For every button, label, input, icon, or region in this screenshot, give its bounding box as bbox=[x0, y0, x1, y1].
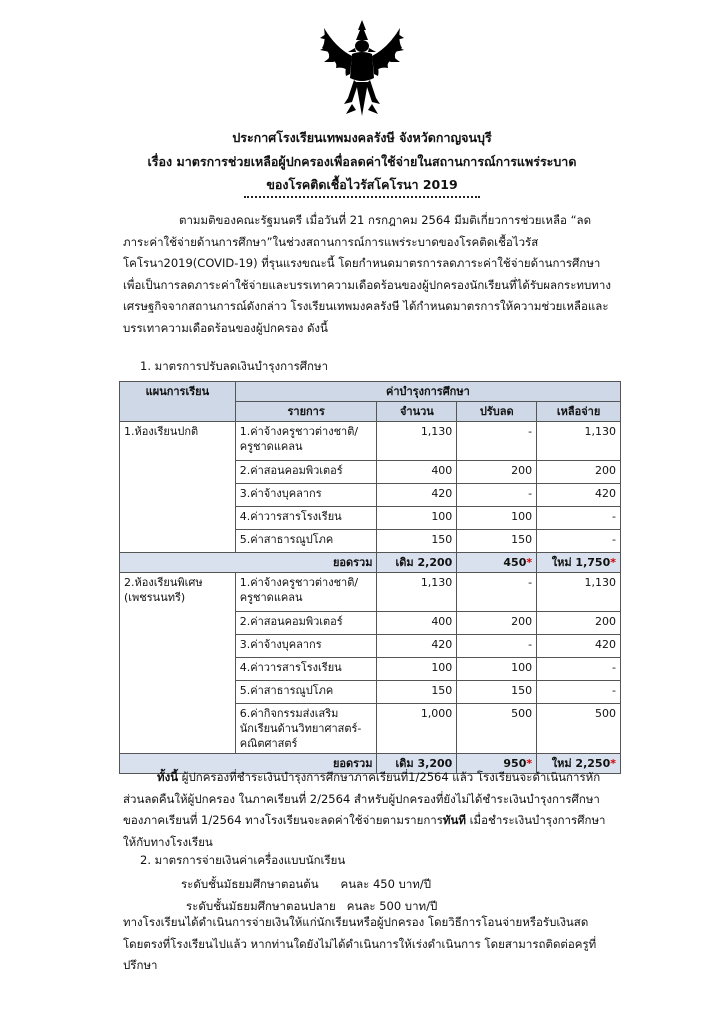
note-lead: ทั้งนี้ bbox=[157, 770, 179, 784]
announcement-subject: เรื่อง มาตรการช่วยเหลือผู้ปกครองเพื่อลดค่าใช้จ่ายในสถานการณ์การแพร่ระบาด bbox=[147, 154, 577, 169]
amount-cell: 150 bbox=[377, 681, 457, 704]
total-amount: เดิม 3,200 bbox=[377, 754, 457, 774]
table-row bbox=[120, 573, 621, 612]
total-remaining-cell bbox=[537, 553, 621, 573]
amount-cell: 400 bbox=[377, 612, 457, 635]
table-row bbox=[120, 422, 621, 461]
total-amount: เดิม 2,200 bbox=[377, 553, 457, 573]
amount-cell: 100 bbox=[377, 658, 457, 681]
total-label: ยอดรวม bbox=[120, 754, 377, 774]
remaining-cell: 420 bbox=[537, 484, 621, 507]
program-cell: 1.ห้องเรียนปกติ bbox=[120, 422, 236, 553]
amount-cell: 100 bbox=[377, 507, 457, 530]
item-cell: 5.ค่าสาธารณูปโภค bbox=[235, 681, 377, 704]
header-program: แผนการเรียน bbox=[120, 382, 236, 422]
discount-cell: - bbox=[457, 484, 537, 507]
intro-text: ตามมติของคณะรัฐมนตรี เมื่อวันที่ 21 กรกฎาคม 2564 มีมติเกี่ยวการช่วยเหลือ “ลดภาระค่าใช้จ่ายด้านการศึกษา”ในช่วงสถานการณ์การแพร่ระบาดของโรคติดเชื้อไวรัสโคโรนา2019(COVID-19) ที่รุนแรงขณะนี้ โดยกำหนดมาตรการลดภาระค่าใช้จ่ายด้านการศึกษา เพื่อเป็นการลดภาระค่าใช้จ่ายและบรรเทาความเดือดร้อนของผู้ปกครองนักเรียนที่ได้รับผลกระทบทางเศรษฐกิจจากสถานการณ์ดังกล่าว โรงเรียนเทพมงคลรังษี ได้กำหนดมาตรการให้ความช่วยเหลือและบรรเทาความเดือดร้อนของผู้ปกครอง ดังนี้ bbox=[123, 213, 611, 335]
remaining-cell: 500 bbox=[537, 704, 621, 754]
remaining-cell: 200 bbox=[537, 461, 621, 484]
amount-cell: 1,130 bbox=[377, 573, 457, 612]
remaining-cell: 200 bbox=[537, 612, 621, 635]
asterisk-mark: * bbox=[526, 556, 533, 569]
uniform-level: ระดับชั้นมัธยมศึกษาตอนต้น bbox=[181, 877, 319, 891]
amount-cell: 1,130 bbox=[377, 422, 457, 461]
item-cell: 5.ค่าสาธารณูปโภค bbox=[235, 530, 377, 553]
discount-cell: 200 bbox=[457, 612, 537, 635]
remaining-cell: - bbox=[537, 658, 621, 681]
header-fee-group: ค่าบำรุงการศึกษา bbox=[235, 382, 620, 402]
header-item: รายการ bbox=[235, 402, 377, 422]
item-cell: 4.ค่าวารสารโรงเรียน bbox=[235, 658, 377, 681]
discount-cell: - bbox=[457, 422, 537, 461]
total-discount: 450 bbox=[503, 556, 527, 569]
header-discount: ปรับลด bbox=[457, 402, 537, 422]
note-tail: เมื่อชำระเงินบำรุงการศึกษาให้กับทางโรงเรียน bbox=[123, 813, 606, 849]
note-bold: ทันที bbox=[442, 813, 466, 827]
intro-paragraph bbox=[123, 210, 613, 339]
uniform-amount: คนละ 450 บาท/ปี bbox=[340, 877, 432, 891]
discount-cell: 100 bbox=[457, 507, 537, 530]
remaining-cell: 1,130 bbox=[537, 573, 621, 612]
remaining-cell: 1,130 bbox=[537, 422, 621, 461]
item-cell: 3.ค่าจ้างบุคลากร bbox=[235, 635, 377, 658]
announcement-title: ประกาศโรงเรียนเทพมงคลรังษี จังหวัดกาญจนบุรี bbox=[232, 130, 492, 145]
amount-cell: 1,000 bbox=[377, 704, 457, 754]
closing-paragraph: ทางโรงเรียนได้ดำเนินการจ่ายเงินให้แก่นักเรียนหรือผู้ปกครอง โดยวิธีการโอนจ่ายหรือรับเงินสดโดยตรงที่โรงเรียนไปแล้ว หากท่านใดยังไม่ได้ดำเนินการให้เร่งดำเนินการ โดยสามารถติดต่อครูที่ปรึกษา bbox=[123, 915, 597, 972]
total-discount-cell bbox=[457, 553, 537, 573]
total-label: ยอดรวม bbox=[120, 553, 377, 573]
note-paragraph bbox=[123, 767, 613, 853]
item-cell: 3.ค่าจ้างบุคลากร bbox=[235, 484, 377, 507]
item-cell: 1.ค่าจ้างครูชาวต่างชาติ/ ครูชาดแคลน bbox=[235, 573, 377, 612]
remaining-cell: - bbox=[537, 530, 621, 553]
total-remaining: ใหม่ 2,250 bbox=[551, 757, 611, 770]
discount-cell: 500 bbox=[457, 704, 537, 754]
uniform-level: ระดับชั้นมัธยมศึกษาตอนปลาย bbox=[186, 899, 336, 913]
program-cell: 2.ห้องเรียนพิเศษ (เพชรนนทรี) bbox=[120, 573, 236, 754]
asterisk-mark: * bbox=[610, 556, 616, 569]
item-cell: 2.ค่าสอนคอมพิวเตอร์ bbox=[235, 612, 377, 635]
dotted-divider bbox=[244, 196, 480, 198]
discount-cell: 100 bbox=[457, 658, 537, 681]
note-text: ผู้ปกครองที่ชำระเงินบำรุงการศึกษาภาคเรียนที่1/2564 แล้ว โรงเรียนจะดำเนินการหักส่วนลดคืนให้ผู้ปกครอง ในภาคเรียนที่ 2/2564 สำหรับผู้ปกครองที่ยังไม่ได้ชำระเงินบำรุงการศึกษาของภาคเรียนที่ 1/2564 ทางโรงเรียนจะลดค่าใช้จ่ายตามรายการ bbox=[123, 770, 601, 827]
discount-cell: 200 bbox=[457, 461, 537, 484]
item-cell: 2.ค่าสอนคอมพิวเตอร์ bbox=[235, 461, 377, 484]
announcement-subject-cont: ของโรคติดเชื้อไวรัสโคโรนา 2019 bbox=[266, 177, 458, 192]
fee-table bbox=[119, 381, 621, 774]
discount-cell: 150 bbox=[457, 681, 537, 704]
item-cell: 6.ค่ากิจกรรมส่งเสริมนักเรียนด้านวิทยาศาสตร์-คณิตศาสตร์ bbox=[235, 704, 377, 754]
amount-cell: 420 bbox=[377, 484, 457, 507]
uniform-lower-line bbox=[181, 876, 431, 894]
item-cell: 4.ค่าวารสารโรงเรียน bbox=[235, 507, 377, 530]
uniform-amount: คนละ 500 บาท/ปี bbox=[346, 899, 438, 913]
asterisk-mark: * bbox=[526, 757, 533, 770]
item-cell: 1.ค่าจ้างครูชาวต่างชาติ/ ครูชาดแคลน bbox=[235, 422, 377, 461]
header-remaining: เหลือจ่าย bbox=[537, 402, 621, 422]
header-amount: จำนวน bbox=[377, 402, 457, 422]
amount-cell: 400 bbox=[377, 461, 457, 484]
total-remaining: ใหม่ 1,750 bbox=[551, 556, 611, 569]
discount-cell: 150 bbox=[457, 530, 537, 553]
amount-cell: 150 bbox=[377, 530, 457, 553]
discount-cell: - bbox=[457, 573, 537, 612]
amount-cell: 420 bbox=[377, 635, 457, 658]
asterisk-mark: * bbox=[610, 757, 616, 770]
garuda-emblem-icon bbox=[318, 18, 406, 118]
section1-title: 1. มาตรการปรับลดเงินบำรุงการศึกษา bbox=[140, 359, 329, 373]
section2-title: 2. มาตรการจ่ายเงินค่าเครื่องแบบนักเรียน bbox=[140, 853, 346, 867]
remaining-cell: 420 bbox=[537, 635, 621, 658]
total-discount: 950 bbox=[503, 757, 527, 770]
total-row bbox=[120, 553, 621, 573]
remaining-cell: - bbox=[537, 507, 621, 530]
remaining-cell: - bbox=[537, 681, 621, 704]
discount-cell: - bbox=[457, 635, 537, 658]
